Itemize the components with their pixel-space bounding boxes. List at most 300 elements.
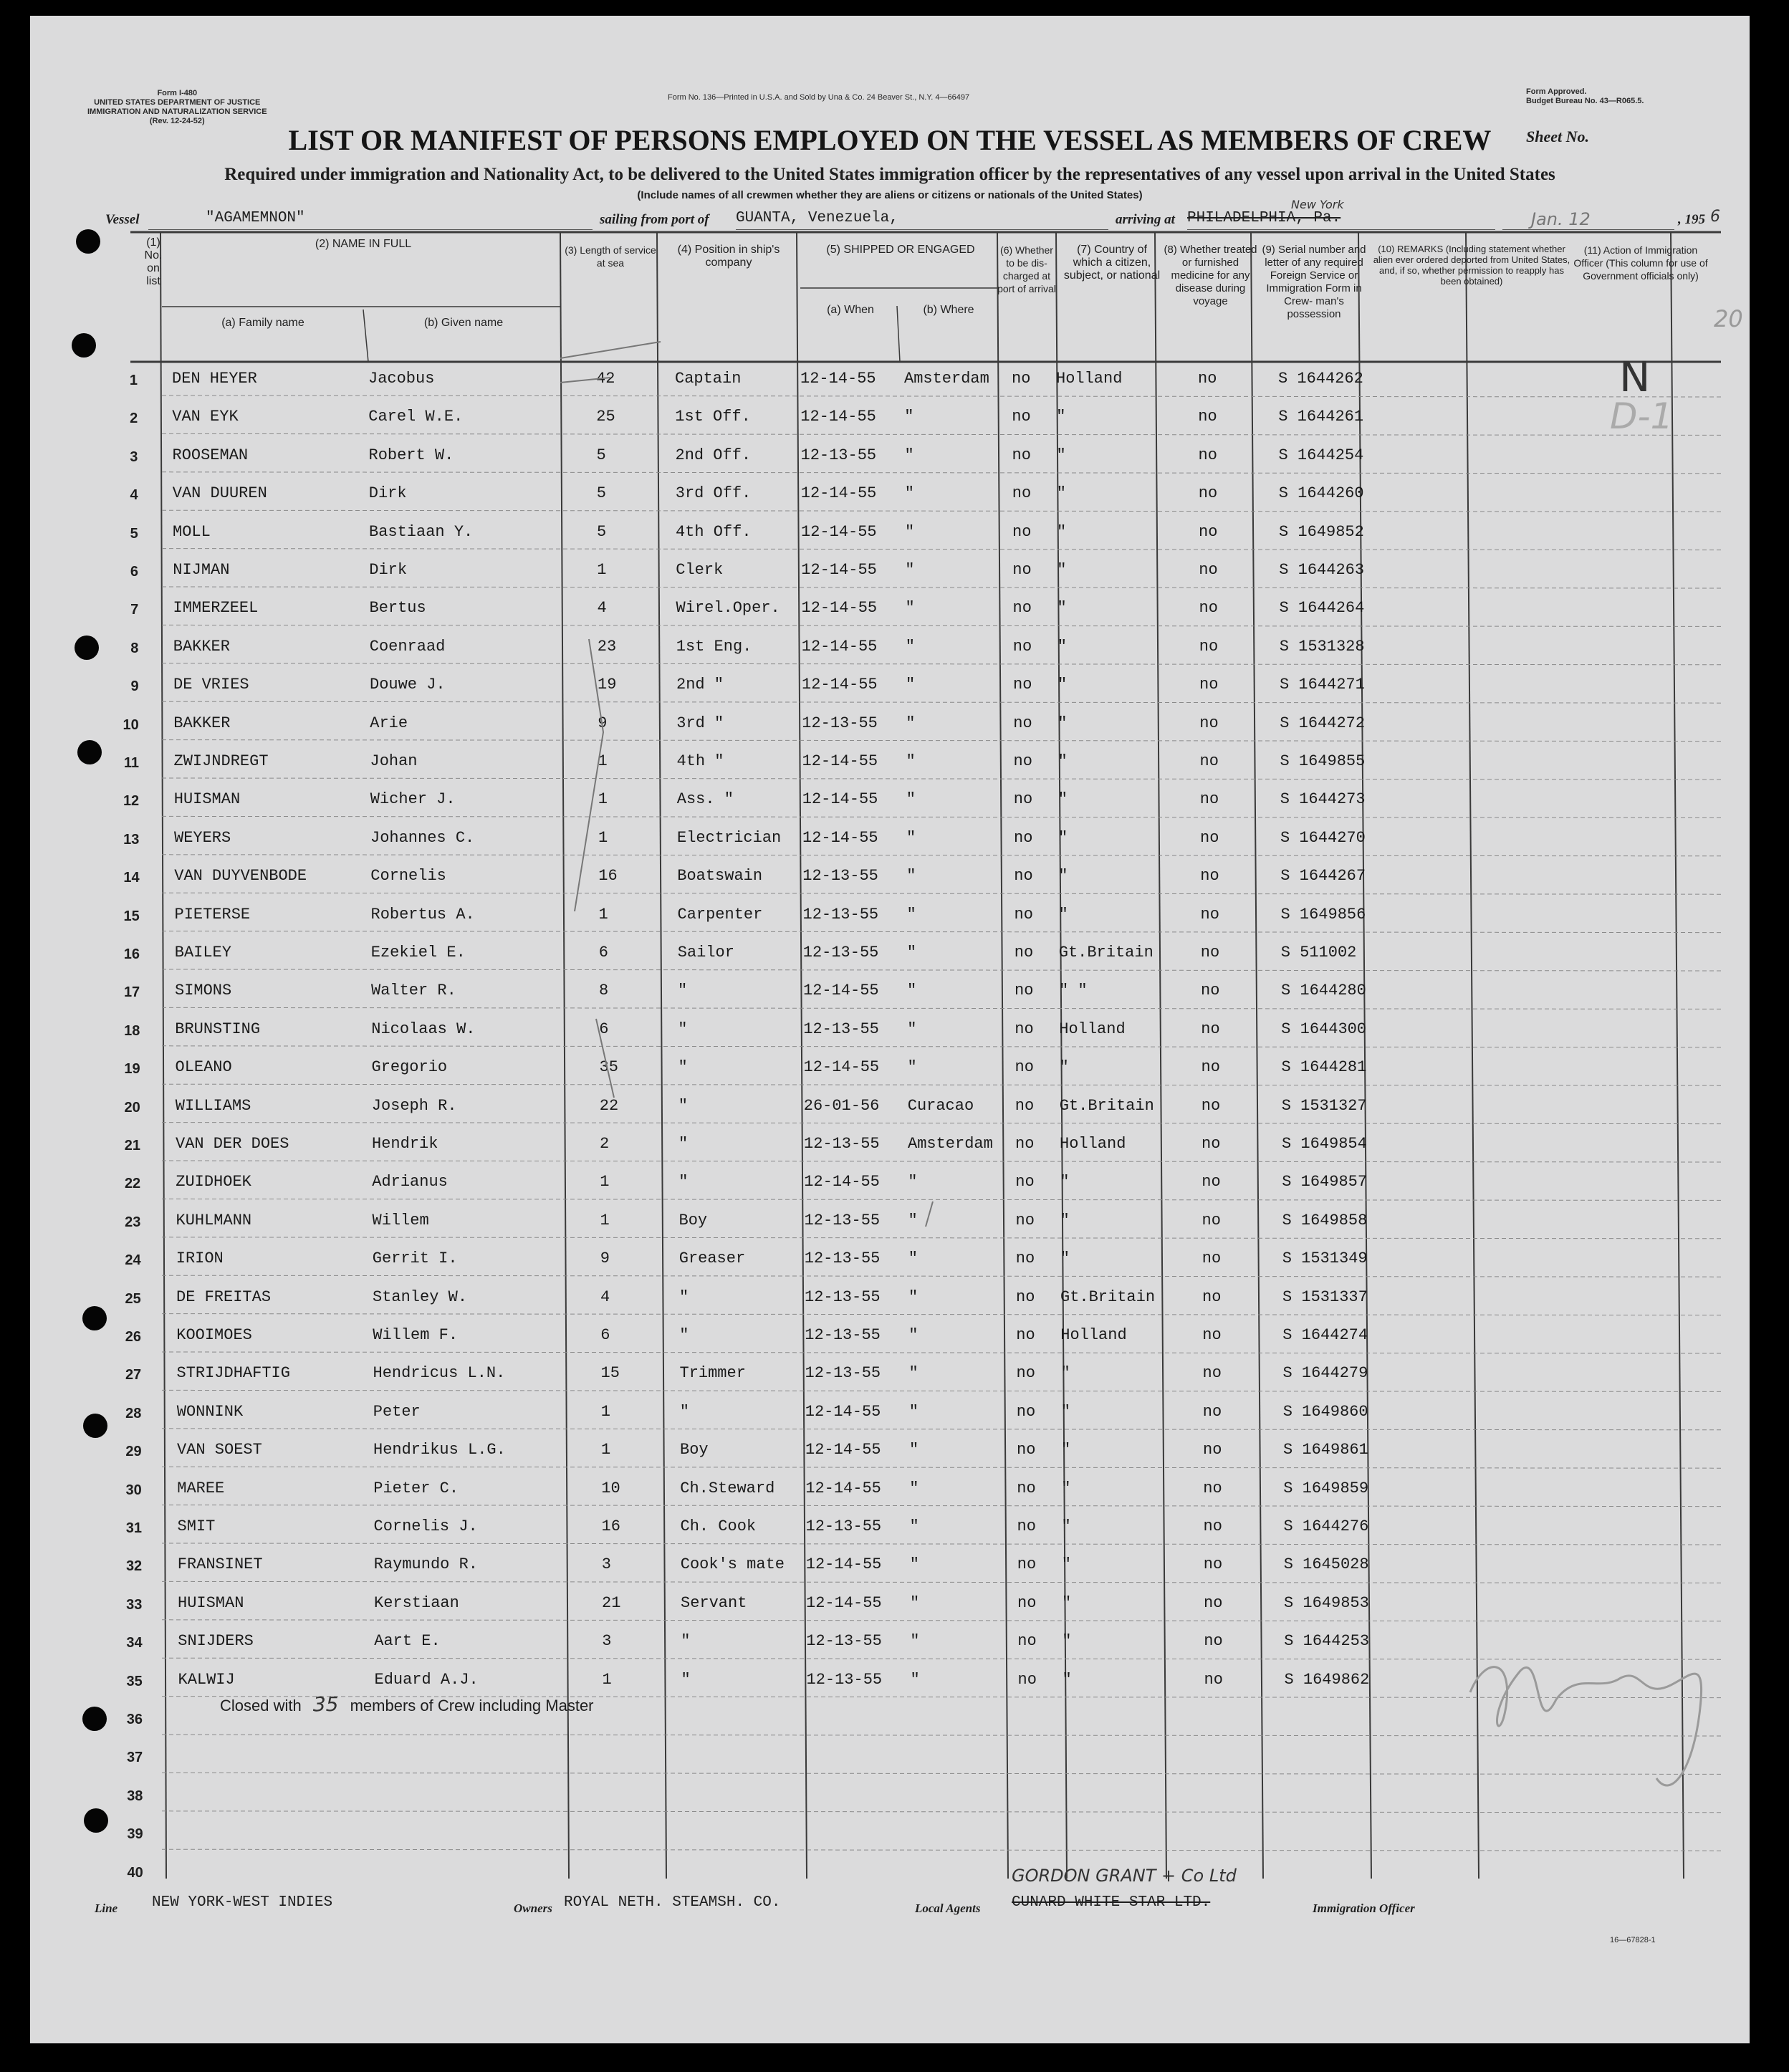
serial-number: S 1644270 (1280, 828, 1366, 847)
shipped-where: " (906, 828, 916, 847)
family-name: PIETERSE (174, 905, 251, 924)
row-number: 2 (130, 411, 138, 427)
discharged: no (1014, 828, 1033, 847)
shipped-where: " (909, 1517, 919, 1535)
budget-approval: Form Approved. Budget Bureau No. 43—R065.5. (1526, 87, 1644, 105)
given-name: Bertus (369, 599, 426, 618)
family-name: SIMONS (175, 982, 232, 1000)
position: " (679, 1326, 689, 1344)
country: " (1057, 676, 1068, 694)
row-number: 35 (126, 1673, 143, 1689)
row-number: 3 (130, 449, 138, 465)
length-of-service: 5 (597, 522, 607, 541)
row-number: 5 (130, 525, 138, 542)
position: " (678, 1020, 688, 1038)
row-number: 7 (130, 602, 139, 618)
position: Servant (681, 1593, 747, 1612)
given-name: Walter R. (371, 982, 456, 1000)
country: " (1061, 1517, 1071, 1535)
shipped-when: 12-14-55 (805, 1555, 882, 1574)
discharged: no (1012, 599, 1032, 618)
row-number: 36 (126, 1712, 143, 1727)
discharged: no (1015, 1135, 1035, 1153)
row-number: 18 (124, 1022, 140, 1039)
given-name: Aart E. (374, 1632, 441, 1651)
row-number: 30 (125, 1482, 142, 1498)
discharged: no (1014, 944, 1034, 961)
shipped-where: " (907, 982, 917, 1000)
family-name: ZUIDHOEK (176, 1173, 251, 1191)
arriving-port: PHILADELPHIA, Pa. (1187, 210, 1341, 226)
col-country-header: (7) Country of which a citizen, subject, or national (1063, 244, 1161, 282)
line-value: NEW YORK-WEST INDIES (152, 1894, 333, 1911)
given-name: Gregorio (371, 1058, 448, 1077)
serial-number: S 1531327 (1281, 1096, 1367, 1115)
punch-hole (77, 740, 102, 764)
serial-number: S 1644261 (1278, 408, 1364, 426)
medicine: no (1201, 1096, 1221, 1115)
shipped-where: " (906, 676, 916, 694)
family-name: VAN EYK (172, 408, 239, 426)
country: " (1060, 1364, 1070, 1383)
owners-value: ROYAL NETH. STEAMSH. CO. (564, 1894, 781, 1911)
given-name: Joseph R. (371, 1096, 457, 1115)
family-name: HUISMAN (173, 790, 241, 809)
discharged: no (1017, 1555, 1037, 1574)
medicine: no (1199, 522, 1218, 541)
serial-number: S 1644274 (1282, 1326, 1368, 1344)
shipped-when: 12-13-55 (804, 1211, 881, 1229)
shipped-where: " (906, 944, 916, 961)
country: " (1057, 522, 1067, 541)
medicine: no (1199, 637, 1219, 656)
row-number: 20 (124, 1099, 140, 1116)
discharged: no (1012, 637, 1032, 656)
shipped-where: " (909, 1441, 919, 1459)
col-action-header: (11) Action of Immigration Officer (This column for use of Government officials only) (1573, 244, 1708, 282)
serial-number: S 1644253 (1284, 1632, 1370, 1651)
length-of-service: 35 (599, 1058, 618, 1077)
serial-number: S 1644260 (1278, 484, 1364, 503)
discharged: no (1012, 446, 1031, 464)
action-mark-d1: D-1 (1610, 395, 1674, 437)
given-name: Stanley W. (373, 1287, 468, 1306)
printer-line: Form No. 136—Printed in U.S.A. and Sold by Una & Co. 24 Beaver St., N.Y. 4—66497 (668, 93, 970, 102)
position: 3rd Off. (675, 484, 752, 503)
family-name: WEYERS (174, 828, 231, 847)
shipped-when: 12-14-55 (804, 1173, 880, 1191)
medicine: no (1199, 599, 1218, 618)
country: " (1060, 1173, 1070, 1191)
form-agency-header: Form I-480 UNITED STATES DEPARTMENT OF JUSTICE IMMIGRATION AND NATURALIZATION SERVICE (Rev. 12-24-52) (87, 89, 267, 125)
position: 4th " (676, 752, 724, 770)
family-name: VAN DUUREN (172, 484, 267, 503)
position: Electrician (677, 828, 782, 847)
punch-hole (82, 1707, 107, 1731)
shipped-where: " (905, 637, 915, 656)
row-number: 19 (124, 1061, 140, 1078)
given-name: Cornelis J. (373, 1517, 478, 1535)
shipped-where: " (910, 1593, 920, 1612)
shipped-where: " (908, 1364, 919, 1383)
family-name: KALWIJ (178, 1670, 235, 1689)
shipped-where: " (908, 1326, 919, 1344)
given-name: Dirk (369, 561, 408, 579)
serial-number: S 1649854 (1282, 1135, 1367, 1153)
discharged: no (1013, 676, 1032, 694)
position: Cook's mate (680, 1555, 785, 1574)
given-name: Jacobus (368, 370, 435, 388)
shipped-when: 26-01-56 (803, 1096, 880, 1115)
position: 4th Off. (676, 522, 752, 541)
length-of-service: 3 (602, 1632, 612, 1651)
serial-number: S 1644263 (1279, 561, 1365, 579)
family-name: STRIJDHAFTIG (176, 1364, 290, 1383)
serial-number: S 1649858 (1282, 1211, 1368, 1229)
country: " (1062, 1632, 1072, 1651)
serial-number: S 1644272 (1280, 714, 1366, 732)
length-of-service: 6 (600, 1326, 610, 1344)
discharged: no (1014, 905, 1033, 924)
shipped-where: " (906, 867, 916, 886)
medicine: no (1199, 790, 1219, 809)
position: " (679, 1287, 689, 1306)
sailing-port: GUANTA, Venezuela, (736, 210, 898, 226)
row-number: 23 (125, 1214, 141, 1230)
shipped-when: 12-14-55 (803, 1058, 880, 1077)
discharged: no (1017, 1479, 1036, 1497)
family-name: KOOIMOES (176, 1326, 252, 1344)
given-name: Kerstiaan (374, 1593, 459, 1612)
family-name: NIJMAN (173, 561, 230, 579)
medicine: no (1202, 1326, 1222, 1344)
page-subtitle-note: (Include names of all crewmen whether they are aliens or citizens or nationals of the United States) (637, 189, 1143, 201)
medicine: no (1203, 1479, 1222, 1497)
length-of-service: 6 (599, 1020, 609, 1038)
discharged: no (1015, 1020, 1034, 1038)
country: " (1056, 446, 1066, 464)
row-number: 29 (125, 1444, 142, 1460)
col-discharged-header: (6) Whether to be dis- charged at port of arrival (997, 244, 1056, 294)
row-number: 33 (126, 1596, 143, 1613)
country: Holland (1059, 1020, 1126, 1038)
medicine: no (1200, 905, 1219, 924)
medicine: no (1198, 408, 1217, 426)
punch-hole (83, 1414, 107, 1438)
closed-count: 35 (312, 1692, 339, 1716)
discharged: no (1015, 1211, 1035, 1229)
discharged: no (1012, 561, 1032, 579)
discharged: no (1016, 1402, 1036, 1421)
discharged: no (1017, 1517, 1036, 1535)
position: " (681, 1670, 691, 1689)
col-remarks-header: (10) REMARKS (Including statement whether alien ever ordered deported from United States, and, if so, whether permission to reapply has been obtained) (1373, 244, 1570, 287)
discharged: no (1016, 1326, 1035, 1344)
medicine: no (1200, 944, 1220, 961)
shipped-when: 12-13-55 (800, 446, 877, 464)
discharged: no (1013, 790, 1033, 809)
row-number: 27 (125, 1367, 142, 1383)
length-of-service: 4 (597, 599, 607, 618)
shipped-when: 12-13-55 (805, 1364, 881, 1383)
position: Wirel.Oper. (676, 599, 780, 618)
year-label: , 195 (1678, 212, 1705, 227)
discharged: no (1017, 1593, 1037, 1612)
row-number: 34 (126, 1635, 143, 1651)
shipped-where: " (906, 905, 916, 924)
length-of-service: 1 (598, 828, 608, 847)
shipped-when: 12-14-55 (801, 561, 877, 579)
position: " (678, 1135, 689, 1153)
length-of-service: 25 (596, 408, 615, 426)
serial-number: S 1645028 (1283, 1555, 1369, 1574)
family-name: ROOSEMAN (172, 446, 249, 464)
medicine: no (1203, 1555, 1223, 1574)
family-name: HUISMAN (178, 1593, 244, 1612)
row-number: 12 (123, 793, 140, 810)
country: Gt.Britain (1060, 1287, 1156, 1306)
position: " (678, 1058, 688, 1077)
local-agents-value: CUNARD WHITE STAR LTD. (1012, 1894, 1211, 1911)
row-number: 13 (123, 831, 140, 848)
row-number: 16 (123, 946, 140, 962)
medicine: no (1202, 1173, 1221, 1191)
shipped-when: 12-14-55 (800, 408, 876, 426)
length-of-service: 1 (600, 1173, 610, 1191)
col-where-header: (b) Where (923, 304, 974, 316)
medicine: no (1199, 561, 1218, 579)
family-name: DEN HEYER (172, 370, 257, 388)
length-of-service: 15 (600, 1364, 620, 1383)
medicine: no (1201, 1020, 1220, 1038)
shipped-when: 12-14-55 (806, 1593, 882, 1612)
given-name: Nicolaas W. (371, 1020, 476, 1038)
shipped-where: Amsterdam (904, 370, 989, 388)
family-name: KUHLMANN (176, 1211, 252, 1229)
medicine: no (1200, 867, 1219, 886)
col-serial-header: (9) Serial number and letter of any required Foreign Service or Immigration Form in Crew- man's possession (1262, 244, 1366, 320)
margin-page-note: 20 (1714, 305, 1743, 332)
serial-number: S 1649861 (1283, 1441, 1368, 1459)
shipped-when: 12-13-55 (806, 1670, 883, 1689)
length-of-service: 1 (601, 1441, 611, 1459)
shipped-where: " (910, 1670, 920, 1689)
shipped-when: 12-14-55 (801, 522, 877, 541)
country: Holland (1060, 1326, 1127, 1344)
shipped-where: " (905, 561, 915, 579)
length-of-service: 1 (597, 561, 607, 579)
medicine: no (1199, 752, 1219, 770)
shipped-where: " (905, 599, 915, 618)
given-name: Hendrik (372, 1135, 438, 1153)
row-number: 28 (125, 1405, 142, 1421)
given-name: Willem (372, 1211, 429, 1229)
owners-label: Owners (514, 1901, 552, 1915)
serial-number: S 1649859 (1283, 1479, 1369, 1497)
family-name: WONNINK (176, 1402, 244, 1421)
discharged: no (1014, 867, 1033, 886)
row-number: 11 (123, 755, 139, 771)
row-number: 21 (124, 1138, 140, 1153)
family-name: MAREE (177, 1479, 225, 1497)
serial-number: S 1531328 (1279, 637, 1365, 656)
length-of-service: 22 (599, 1096, 619, 1115)
length-of-service: 3 (601, 1555, 611, 1574)
serial-number: S 1644271 (1280, 676, 1365, 694)
medicine: no (1202, 1287, 1222, 1306)
pencil-check-marks (30, 16, 1750, 2043)
medicine: no (1201, 982, 1220, 1000)
position: Greaser (678, 1250, 746, 1268)
family-name: IMMERZEEL (173, 599, 259, 618)
discharged: no (1016, 1287, 1035, 1306)
col-number-header: (1) No. on list (144, 236, 163, 287)
punch-hole (75, 635, 99, 660)
length-of-service: 16 (598, 867, 618, 886)
row-number: 15 (123, 908, 140, 924)
family-name: SMIT (177, 1517, 216, 1535)
row-number: 22 (124, 1176, 141, 1192)
family-name: VAN DER DOES (176, 1135, 289, 1153)
discharged: no (1013, 714, 1032, 732)
country: " (1057, 561, 1067, 579)
position: 2nd Off. (675, 446, 752, 464)
family-name: BAILEY (174, 944, 231, 961)
length-of-service: 1 (600, 1211, 610, 1229)
family-name: DE FREITAS (176, 1287, 272, 1306)
page-subtitle: Required under immigration and Nationality Act, to be delivered to the United States immigration officer by the representatives of any vessel upon arrival in the United States (224, 165, 1555, 184)
position: Boatswain (677, 867, 763, 886)
country: " (1059, 1058, 1069, 1077)
family-name: IRION (176, 1250, 224, 1268)
shipped-where: " (904, 446, 914, 464)
discharged: no (1015, 982, 1034, 1000)
country: " (1062, 1670, 1072, 1689)
row-number: 37 (126, 1750, 143, 1766)
given-name: Hendricus L.N. (373, 1364, 506, 1383)
shipped-where: " (906, 714, 916, 732)
medicine: no (1204, 1670, 1223, 1689)
shipped-where: " (908, 1211, 918, 1229)
country: " (1062, 1593, 1072, 1612)
shipped-when: 12-13-55 (802, 867, 878, 886)
given-name: Hendrikus L.G. (373, 1441, 506, 1459)
serial-number: S 1531349 (1282, 1250, 1368, 1268)
serial-number: S 511002 (1280, 944, 1357, 961)
serial-number: S 1644279 (1282, 1364, 1368, 1383)
shipped-when: 12-13-55 (803, 1020, 879, 1038)
medicine: no (1199, 676, 1219, 694)
row-number: 17 (123, 984, 140, 1001)
shipped-when: 12-14-55 (802, 828, 878, 847)
shipped-when: 12-14-55 (802, 752, 878, 770)
position: " (681, 1632, 691, 1651)
discharged: no (1016, 1364, 1035, 1383)
action-mark-n: N (1619, 352, 1651, 401)
immigration-officer-label: Immigration Officer (1313, 1901, 1415, 1915)
row-number: 25 (125, 1290, 141, 1307)
medicine: no (1198, 484, 1218, 503)
medicine: no (1203, 1517, 1222, 1535)
length-of-service: 1 (598, 790, 608, 809)
position: Ass. " (676, 790, 734, 809)
arriving-handwritten: New York (1291, 198, 1344, 211)
col-family-header: (a) Family name (221, 317, 304, 329)
shipped-where: " (906, 752, 916, 770)
given-name: Cornelis (370, 867, 446, 886)
discharged: no (1015, 1096, 1035, 1115)
discharged: no (1017, 1632, 1037, 1651)
length-of-service: 42 (596, 370, 615, 388)
country: " (1061, 1479, 1071, 1497)
page-title: LIST OR MANIFEST OF PERSONS EMPLOYED ON THE VESSEL AS MEMBERS OF CREW (288, 124, 1492, 156)
row-number: 39 (127, 1826, 143, 1843)
family-name: FRANSINET (177, 1555, 263, 1574)
serial-number: S 1649856 (1280, 905, 1366, 924)
shipped-when: 12-13-55 (806, 1632, 882, 1651)
position: 2nd " (676, 676, 724, 694)
discharged: no (1015, 1058, 1034, 1077)
family-name: VAN SOEST (177, 1441, 262, 1459)
length-of-service: 1 (598, 905, 608, 924)
given-name: Gerrit I. (372, 1250, 458, 1268)
length-of-service: 19 (598, 676, 617, 694)
position: 3rd " (676, 714, 724, 732)
row-number: 10 (123, 716, 139, 733)
medicine: no (1203, 1441, 1222, 1459)
family-name: ZWIJNDREGT (173, 752, 269, 770)
shipped-when: 12-13-55 (805, 1287, 881, 1306)
position: 1st Eng. (676, 637, 752, 656)
shipped-when: 12-14-55 (805, 1479, 881, 1497)
col-length-header: (3) Length of service at sea (565, 244, 656, 269)
length-of-service: 4 (600, 1287, 610, 1306)
shipped-when: 12-14-55 (805, 1402, 881, 1421)
family-name: BRUNSTING (175, 1020, 261, 1038)
country: " (1057, 637, 1067, 656)
serial-number: S 1649855 (1280, 752, 1366, 770)
medicine: no (1202, 1250, 1222, 1268)
row-number: 6 (130, 564, 138, 580)
position: " (679, 1402, 689, 1421)
row-number: 32 (125, 1558, 143, 1575)
length-of-service: 5 (596, 484, 606, 503)
discharged: no (1012, 370, 1031, 388)
given-name: Bastiaan Y. (369, 522, 474, 541)
serial-number: S 1649852 (1279, 522, 1364, 541)
row-number: 8 (130, 640, 139, 656)
col-position-header: (4) Position in ship's company (677, 244, 780, 269)
serial-number: S 1644280 (1281, 982, 1366, 1000)
position: Boy (680, 1441, 709, 1459)
medicine: no (1204, 1593, 1223, 1612)
row-number: 4 (130, 487, 138, 504)
row-number: 26 (125, 1329, 141, 1345)
row-number: 1 (129, 373, 138, 388)
discharged: no (1015, 1250, 1035, 1268)
shipped-where: " (907, 1020, 917, 1038)
given-name: Pieter C. (373, 1479, 459, 1497)
shipped-where: " (905, 522, 915, 541)
given-name: Douwe J. (370, 676, 446, 694)
position: Ch.Steward (680, 1479, 775, 1497)
family-name: BAKKER (173, 714, 231, 732)
col-shipped-header: (5) SHIPPED OR ENGAGED (826, 244, 975, 256)
given-name: Johan (370, 752, 418, 770)
vessel-label: Vessel (105, 212, 140, 227)
shipped-where: " (908, 1402, 919, 1421)
country: " (1057, 790, 1068, 809)
